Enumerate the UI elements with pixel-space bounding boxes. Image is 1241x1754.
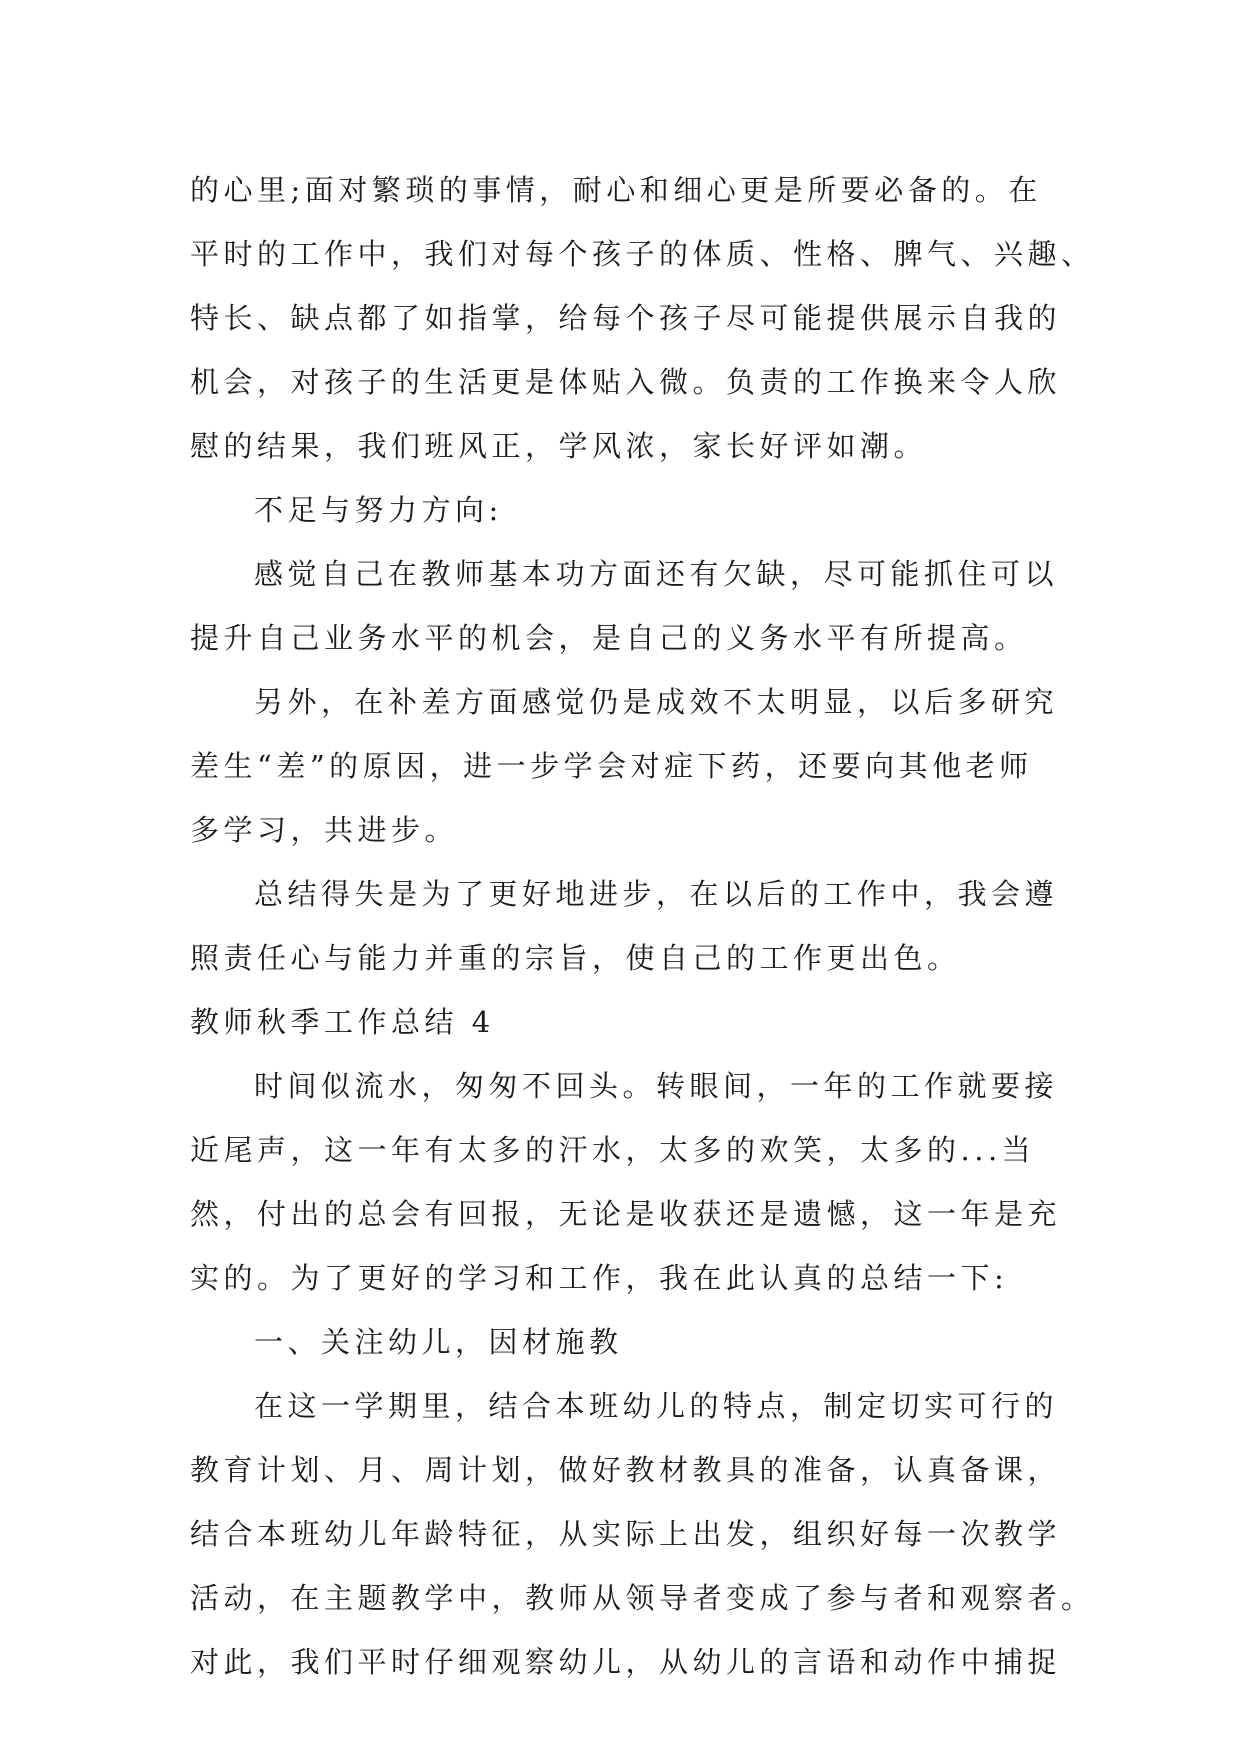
body-line: 实的。为了更好的学习和工作，我在此认真的总结一下:: [190, 1261, 1009, 1295]
body-line: 感觉自己在教师基本功方面还有欠缺，尽可能抓住可以: [254, 557, 1059, 591]
body-line: 时间似流水，匆匆不回头。转眼间，一年的工作就要接: [254, 1069, 1059, 1103]
body-line: 特长、缺点都了如指掌，给每个孩子尽可能提供展示自我的: [190, 301, 1062, 335]
document-body: [190, 158, 1095, 1694]
body-line: 另外，在补差方面感觉仍是成效不太明显，以后多研究: [254, 685, 1059, 719]
body-line: 然，付出的总会有回报，无论是收获还是遗憾，这一年是充: [190, 1197, 1062, 1231]
body-line: 总结得失是为了更好地进步，在以后的工作中，我会遵: [254, 877, 1059, 911]
body-line: 照责任心与能力并重的宗旨，使自己的工作更出色。: [190, 941, 961, 975]
section-heading-shortcomings: 不足与努力方向:: [254, 493, 503, 527]
body-line: 对此，我们平时仔细观察幼儿，从幼儿的言语和动作中捕捉: [190, 1645, 1062, 1679]
section-heading-one: 一、关注幼儿，因材施教: [254, 1325, 623, 1359]
body-line: 慰的结果，我们班风正，学风浓，家长好评如潮。: [190, 429, 928, 463]
article-title: 教师秋季工作总结 4: [190, 1005, 495, 1039]
body-line: 结合本班幼儿年龄特征，从实际上出发，组织好每一次教学: [190, 1517, 1062, 1551]
body-line: 机会，对孩子的生活更是体贴入微。负责的工作换来令人欣: [190, 365, 1062, 399]
body-line: 在这一学期里，结合本班幼儿的特点，制定切实可行的: [254, 1389, 1059, 1423]
body-line: 活动，在主题教学中，教师从领导者变成了参与者和观察者。: [190, 1581, 1095, 1615]
body-line: 提升自己业务水平的机会，是自己的义务水平有所提高。: [190, 621, 1028, 655]
body-line: 近尾声，这一年有太多的汗水，太多的欢笑，太多的...当: [190, 1133, 1036, 1167]
body-line: 差生“差”的原因，进一步学会对症下药，还要向其他老师: [190, 749, 1033, 783]
body-line: 平时的工作中，我们对每个孩子的体质、性格、脾气、兴趣、: [190, 237, 1095, 271]
body-line: 的心里;面对繁琐的事情，耐心和细心更是所要必备的。在: [190, 173, 1042, 207]
body-line: 多学习，共进步。: [190, 813, 459, 847]
body-line: 教育计划、月、周计划，做好教材教具的准备，认真备课，: [190, 1453, 1062, 1487]
